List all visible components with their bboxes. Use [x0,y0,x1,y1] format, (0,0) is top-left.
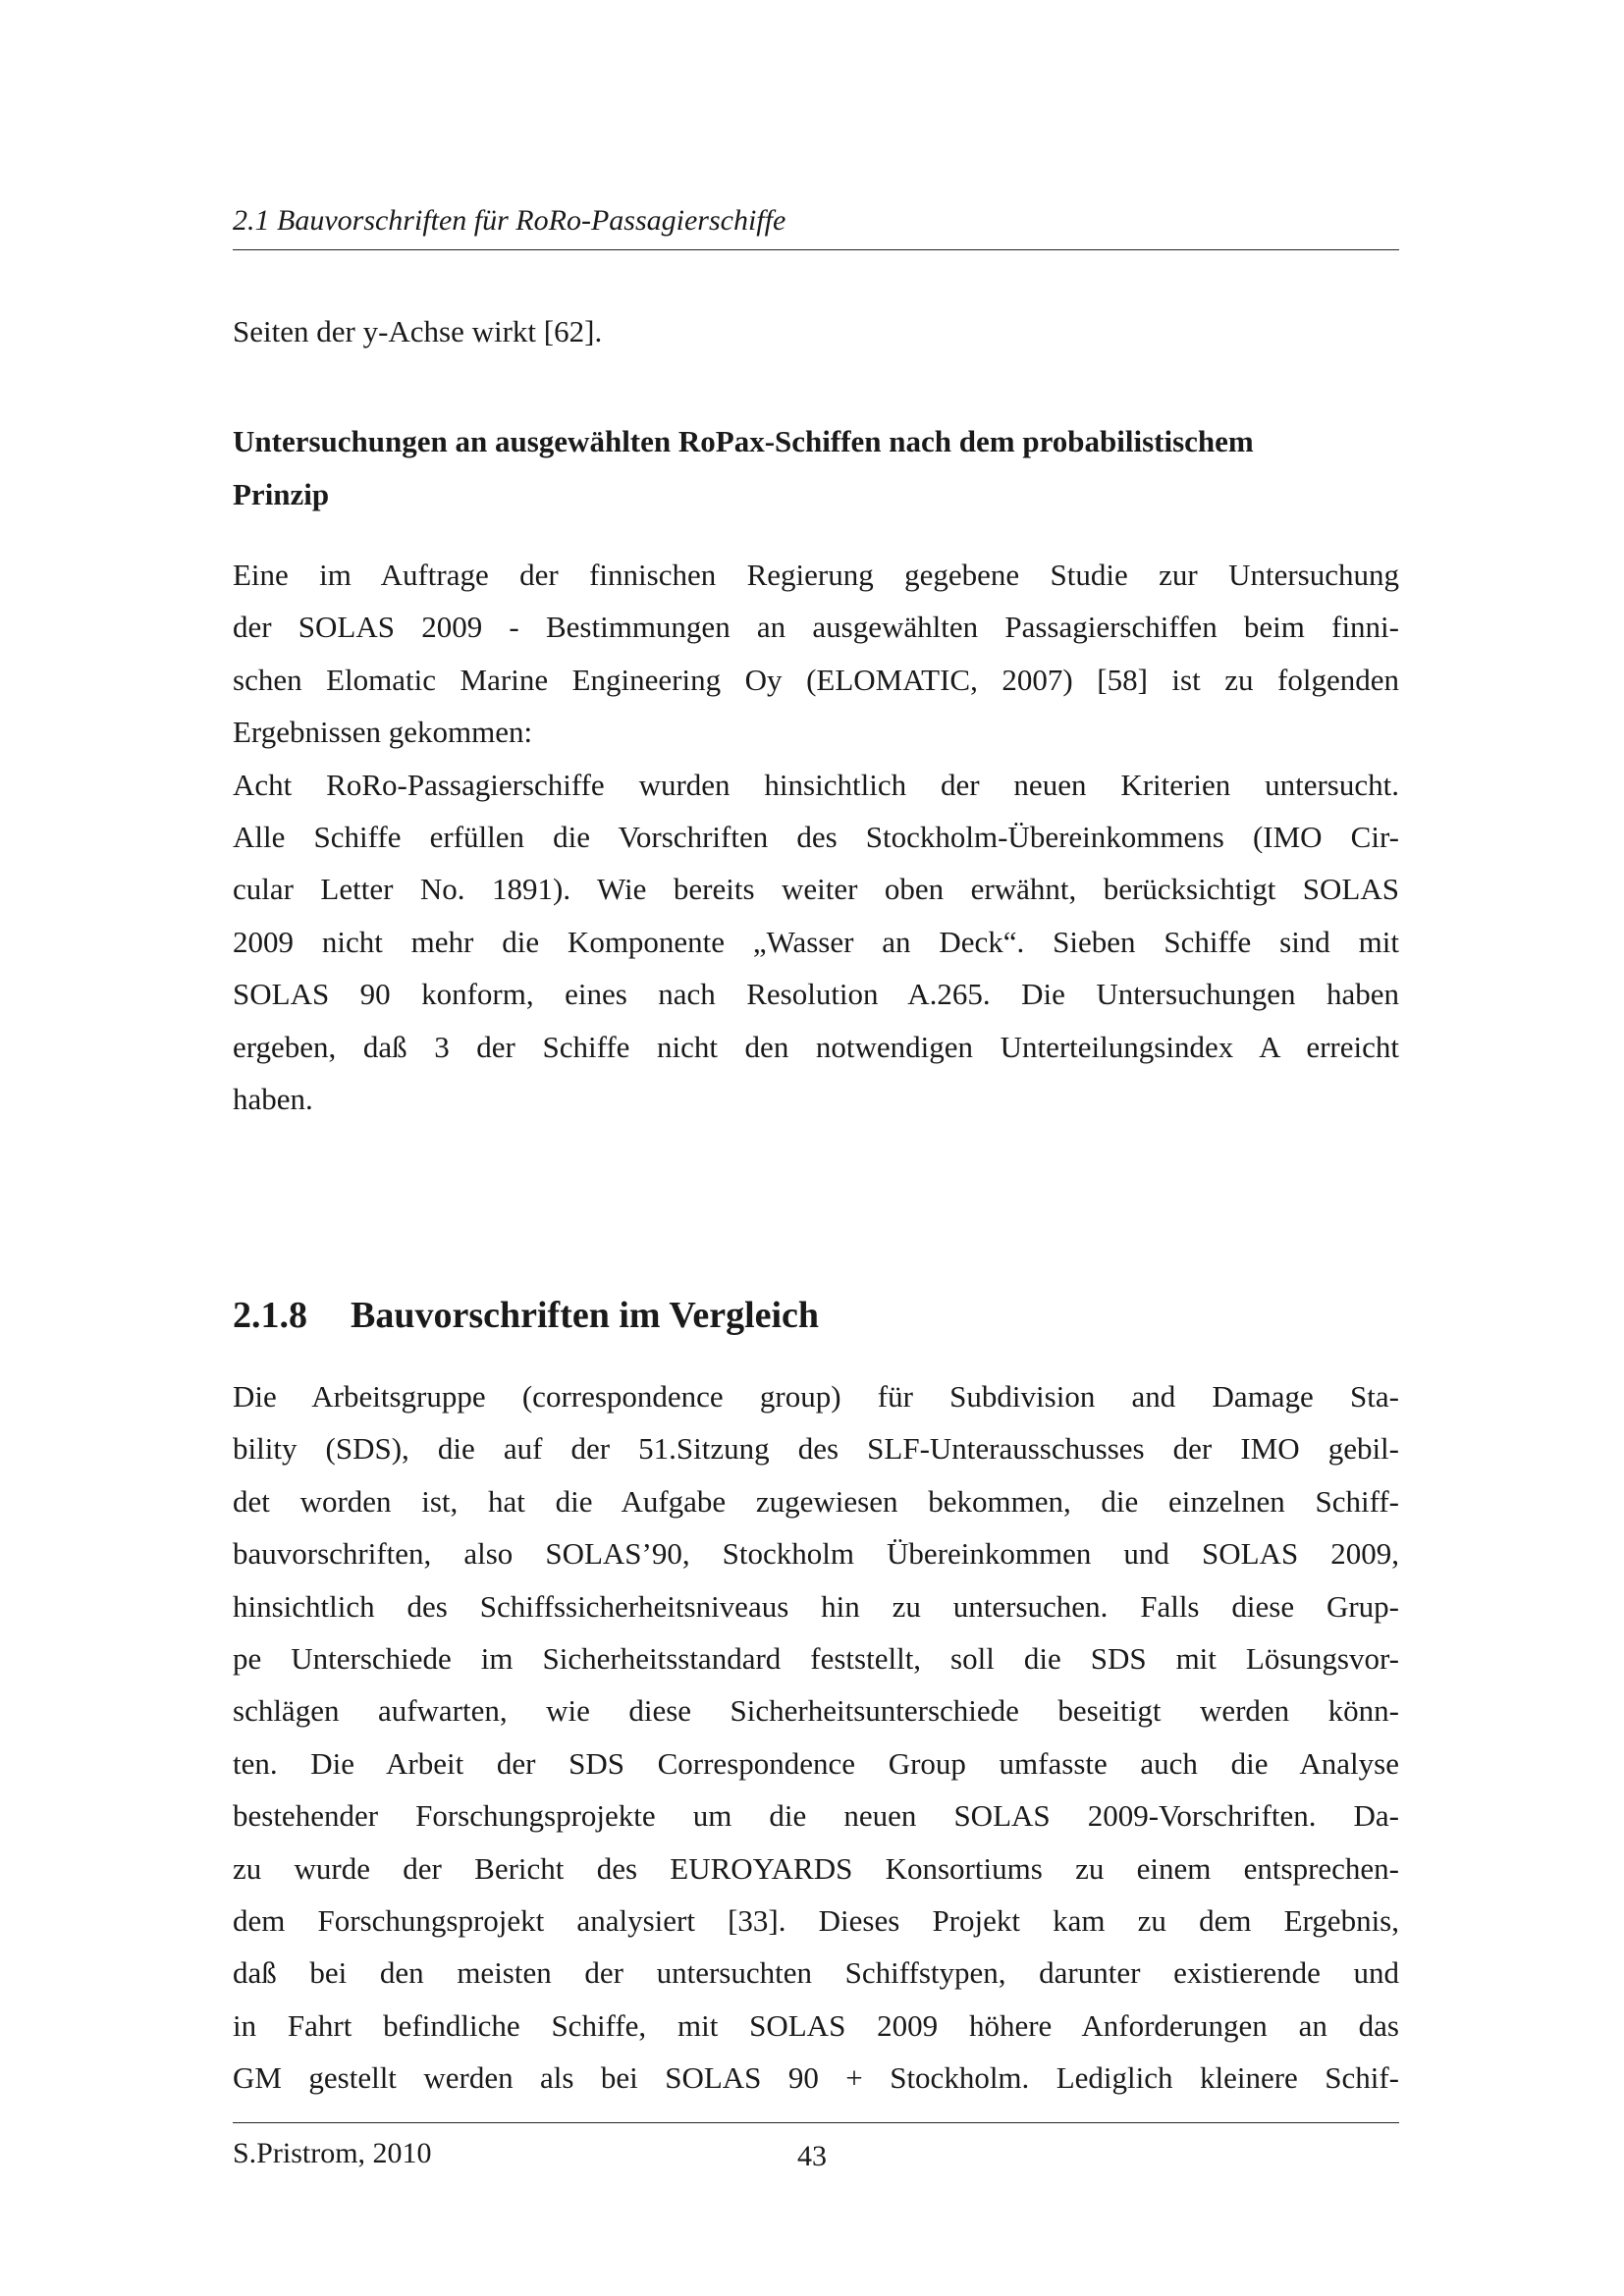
paragraph-line: Eine im Auftrage der finnischen Regierung gegebene Studie zur Untersuchung [233,558,1399,592]
paragraph-line: ten. Die Arbeit der SDS Correspondence Group umfasste auch die Analyse [233,1745,1399,1781]
paragraph-line: GM gestellt werden als bei SOLAS 90 + Stockholm. Lediglich kleinere Schif- [233,2060,1399,2096]
paragraph-line: haben. [233,1082,313,1116]
footer-rule [233,2122,1399,2123]
running-header: 2.1 Bauvorschriften für RoRo-Passagierschiffe [233,204,786,237]
paragraph-line: bestehender Forschungsprojekte um die neuen SOLAS 2009-Vorschriften. Da- [233,1798,1399,1834]
paragraph-line: zu wurde der Bericht des EUROYARDS Konsortiums zu einem entsprechen- [233,1850,1399,1886]
section-heading [233,1294,1399,1337]
paragraph-line: ergeben, daß 3 der Schiffe nicht den notwendigen Unterteilungsindex A erreicht [233,1029,1399,1064]
paragraph-line: schen Elomatic Marine Engineering Oy (ELOMATIC, 2007) [58] ist zu folgenden [233,662,1399,697]
paragraph-line: schlägen aufwarten, wie diese Sicherheitsunterschiede beseitigt werden könn- [233,1693,1399,1729]
paragraph-line: Die Arbeitsgruppe (correspondence group) für Subdivision and Damage Sta- [233,1379,1399,1414]
page-number: 43 [797,2140,827,2172]
paragraph-line: det worden ist, hat die Aufgabe zugewiesen bekommen, die einzelnen Schiff- [233,1483,1399,1519]
paragraph-line: dem Forschungsprojekt analysiert [33]. Dieses Projekt kam zu dem Ergebnis, [233,1903,1399,1938]
footer-author: S.Pristrom, 2010 [233,2137,432,2169]
paragraph-line: der SOLAS 2009 - Bestimmungen an ausgewählten Passagierschiffen beim finni- [233,610,1399,645]
paragraph-line: pe Unterschiede im Sicherheitsstandard feststellt, soll die SDS mit Lösungsvor- [233,1641,1399,1676]
section-title: Bauvorschriften im Vergleich [351,1295,820,1336]
paragraph-line: Alle Schiffe erfüllen die Vorschriften des Stockholm-Übereinkommens (IMO Cir- [233,820,1399,854]
paragraph-line: bauvorschriften, also SOLAS’90, Stockholm Übereinkommen und SOLAS 2009, [233,1536,1399,1572]
subheading-line: Untersuchungen an ausgewählten RoPax-Schiffen nach dem probabilistischem [233,424,1254,458]
subheading-line: Prinzip [233,477,330,511]
intro-line: Seiten der y-Achse wirkt [62]. [233,314,603,348]
paragraph-line: 2009 nicht mehr die Komponente „Wasser an Deck“. Sieben Schiffe sind mit [233,924,1399,959]
paragraph-line: hinsichtlich des Schiffssicherheitsniveaus hin zu untersuchen. Falls diese Grup- [233,1588,1399,1624]
paragraph-line: Ergebnissen gekommen: [233,715,533,750]
section-number: 2.1.8 [233,1295,307,1336]
paragraph-line: Acht RoRo-Passagierschiffe wurden hinsichtlich der neuen Kriterien untersucht. [233,767,1399,802]
paragraph-line: cular Letter No. 1891). Wie bereits weiter oben erwähnt, berücksichtigt SOLAS [233,872,1399,907]
paragraph-line: daß bei den meisten der untersuchten Schiffstypen, darunter existierende und [233,1955,1399,1991]
header-rule [233,249,1399,250]
paragraph-line: in Fahrt befindliche Schiffe, mit SOLAS 2009 höhere Anforderungen an das [233,2007,1399,2043]
paragraph-line: bility (SDS), die auf der 51.Sitzung des SLF-Unterausschusses der IMO gebil- [233,1431,1399,1467]
paragraph-line: SOLAS 90 konform, eines nach Resolution A.265. Die Untersuchungen haben [233,977,1399,1012]
